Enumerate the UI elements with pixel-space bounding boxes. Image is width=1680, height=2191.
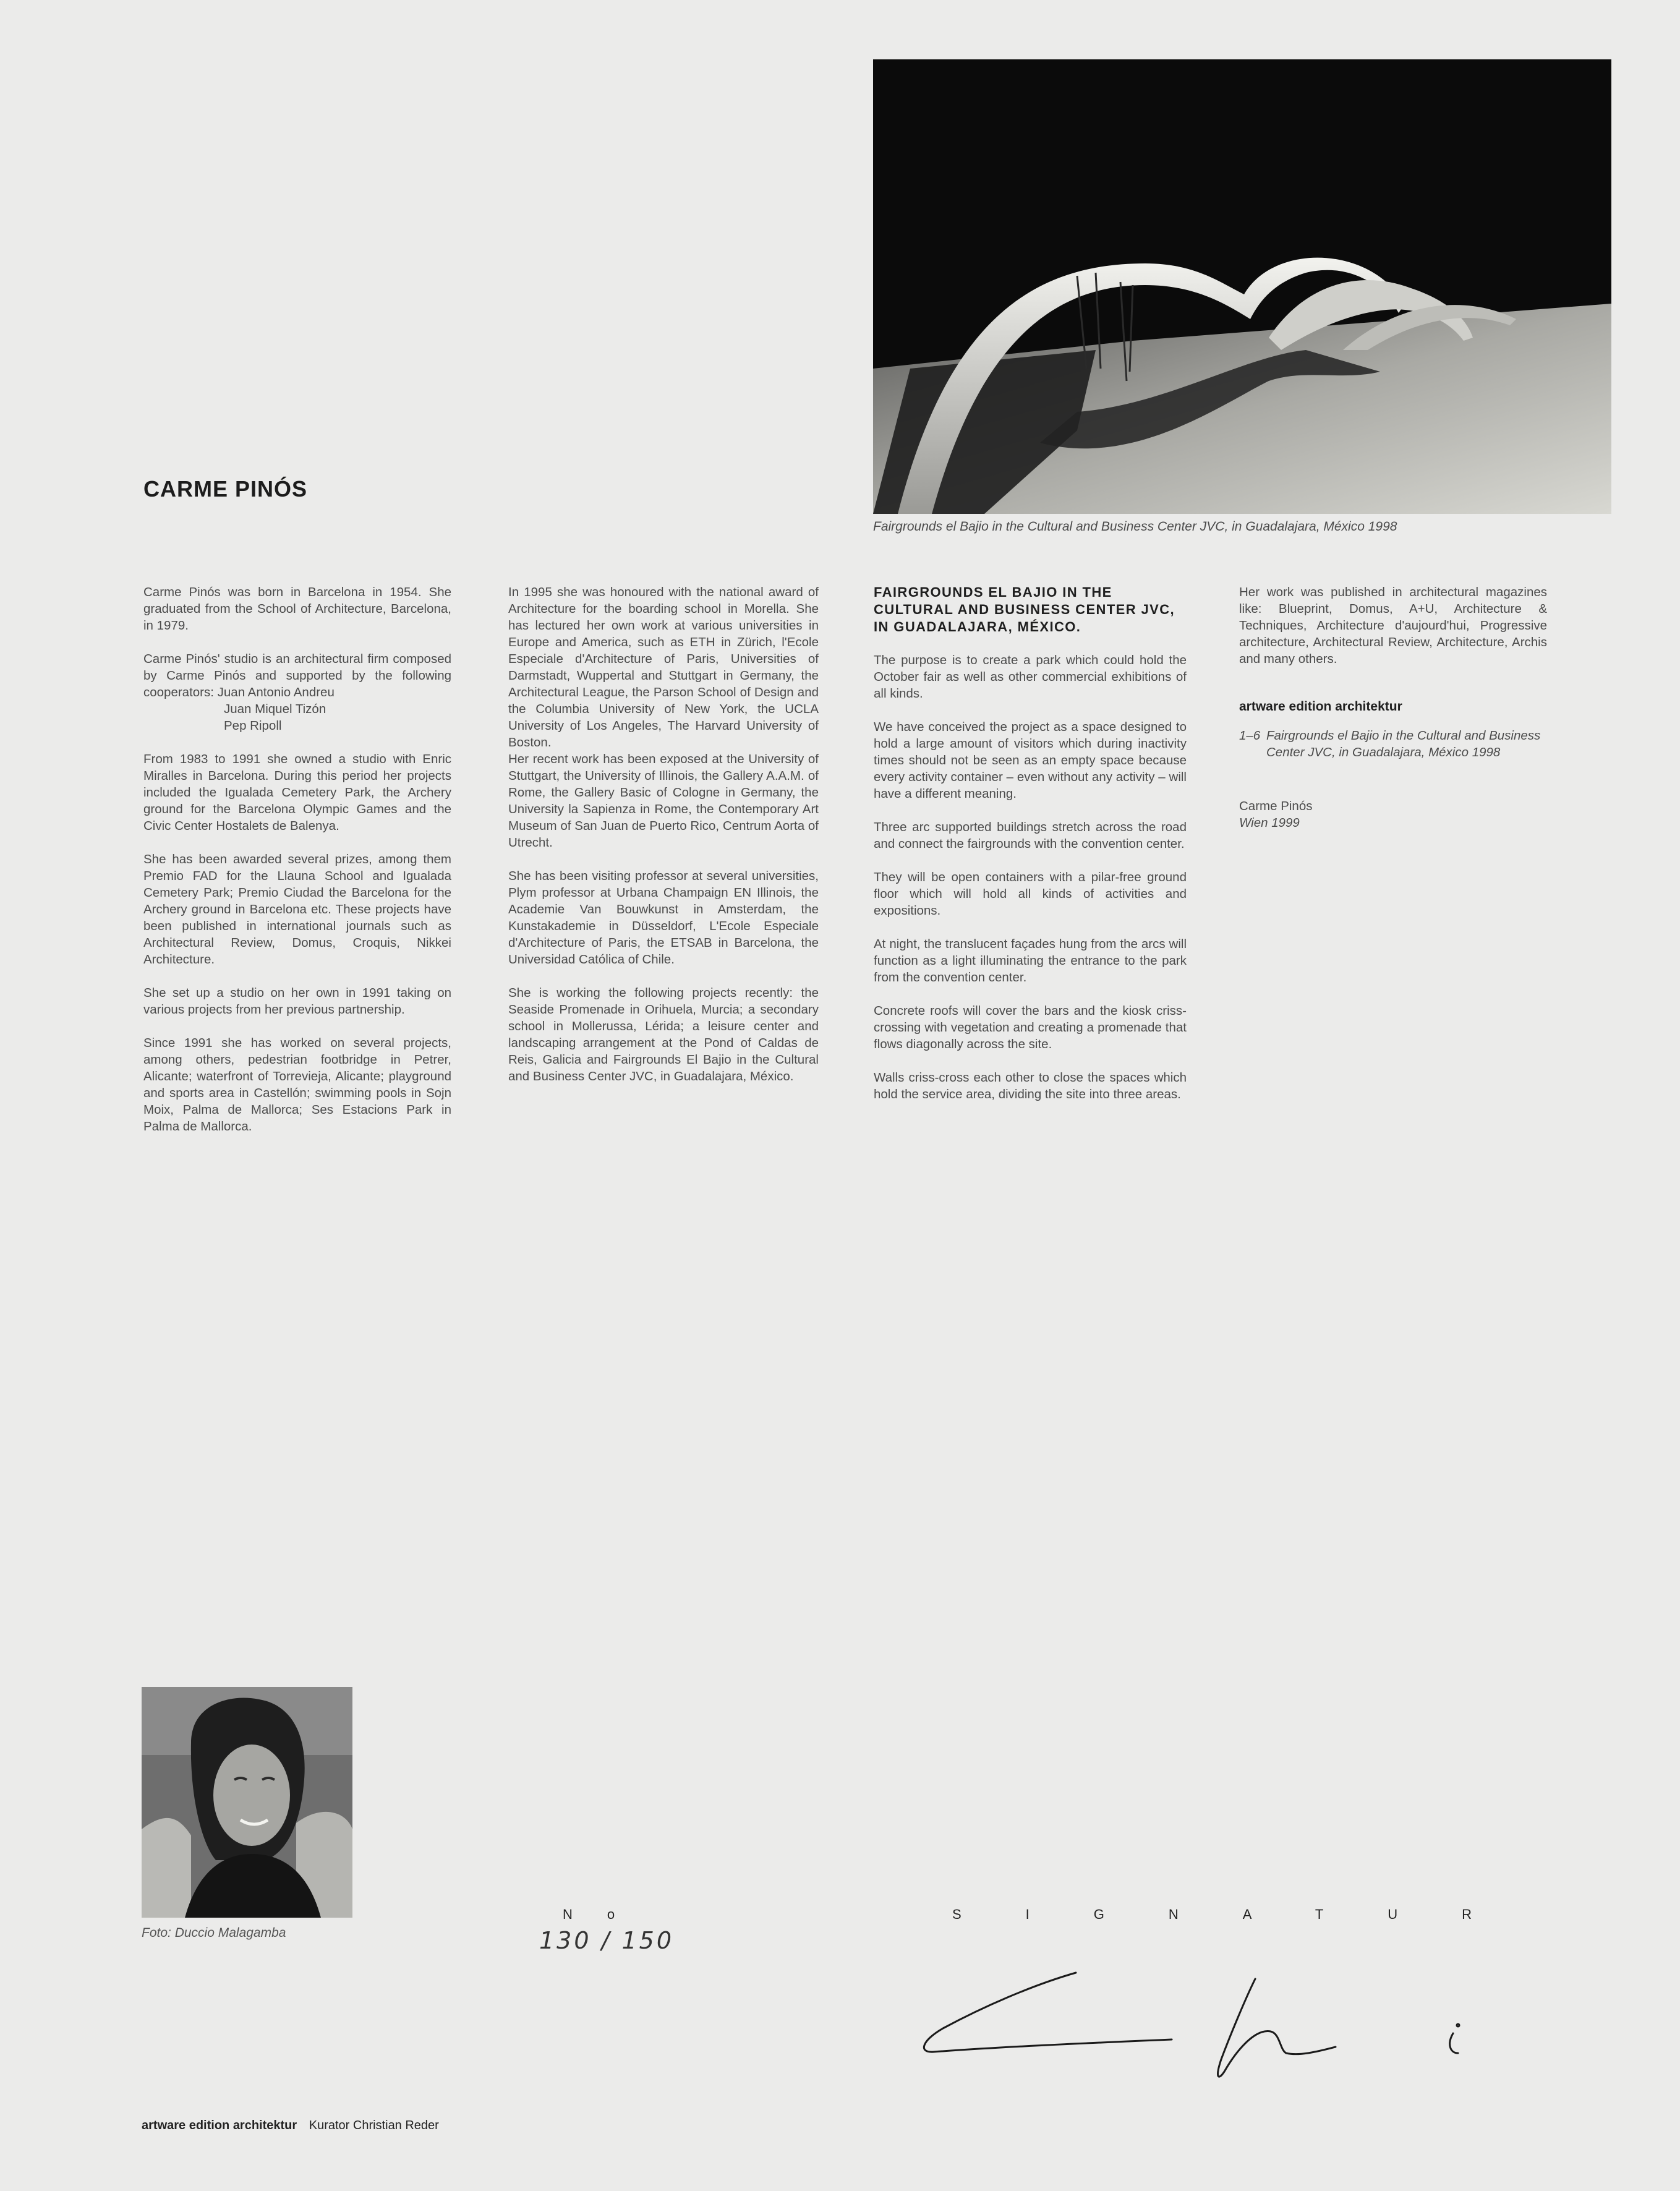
cooperator-name: Juan Miquel Tizón: [224, 702, 326, 716]
author-name: Carme Pinós: [1239, 799, 1313, 813]
sign-off: [1239, 798, 1547, 831]
bio-paragraph: She has been awarded several prizes, among them Premio FAD for the Llauna School and Igualada Cemetery Park; Premio Ciudad the Barcelona for the Archery ground in Barcelona etc. These projects have been published in international journals such as Architectural Review, Domus, Croquis, Nikkei Architecture.: [143, 852, 451, 967]
edition-heading: artware edition architektur: [1239, 699, 1402, 714]
project-paragraph: We have conceived the project as a space designed to hold a large amount of visitors which during inactivity times should not be seen as an empty space because every activity container – even without any activity – will have a different meaning.: [874, 720, 1187, 801]
bio-paragraph: From 1983 to 1991 she owned a studio with Enric Miralles in Barcelona. During this period her projects included the Igualada Cemetery Park, the Archery ground for the Barcelona Olympic Games and the Civic Center Hostalets de Balenya.: [143, 752, 451, 833]
project-paragraph: Walls criss-cross each other to close the spaces which hold the service area, dividing the site into three areas.: [874, 1070, 1187, 1101]
credit-number: 1–6: [1239, 728, 1261, 743]
portrait-caption: Foto: Duccio Malagamba: [142, 1926, 286, 1940]
cooperator-name: Pep Ripoll: [224, 719, 282, 733]
bio-paragraph: Carme Pinós was born in Barcelona in 1954. She graduated from the School of Architecture, Barcelona, in 1979.: [143, 585, 451, 633]
project-heading: FAIRGROUNDS EL BAJIO IN THE CULTURAL AND BUSINESS CENTER JVC, IN GUADALAJARA, MÉXICO.: [874, 584, 1175, 634]
bio-paragraph: She has been visiting professor at several universities, Plym professor at Urbana Champaign EN Illinois, the Academie Van Bouwkunst in Amsterdam, the Kunstakademie in Düsseldorf, L'Ecole Especiale d'Architecture of Paris, the ETSAB in Barcelona, the Universidad Católica of Chile.: [508, 869, 819, 967]
footer-curator: Kurator Christian Reder: [309, 2119, 439, 2132]
image-credit: [1239, 727, 1547, 761]
edition-number: 130 / 150: [539, 1927, 675, 1954]
credit-text: Fairgrounds el Bajio in the Cultural and Business Center JVC, in Guadalajara, México 1998: [1266, 728, 1541, 759]
bio-paragraph: She is working the following projects recently: the Seaside Promenade in Orihuela, Murcia; a secondary school in Mollerussa, Lérida; a leisure center and landscaping arrangement at the Pond of Caldas de Reis, Galicia and Fairgrounds El Bajio in the Cultural and Business Center JVC, in Guadalajara, México.: [508, 986, 819, 1083]
bio-paragraph: Since 1991 she has worked on several projects, among others, pedestrian footbridge in Petrer, Alicante; waterfront of Torrevieja, Alicante; playground and sports area in Castellón; swimming pools in Sojn Moix, Palma de Mallorca; Ses Estacions Park in Palma de Mallorca.: [143, 1036, 451, 1134]
page-title: CARME PINÓS: [143, 476, 308, 502]
biography-column-2: [508, 584, 819, 1101]
bio-paragraph: Her recent work has been exposed at the University of Stuttgart, the University of Illinois, the Gallery A.A.M. of Rome, the Gallery Basic of Cologne in Germany, the University la Sapienza in Rome, the Contemporary Art Museum of San Juan de Puerto Rico, Centrum Aorta of Utrecht.: [508, 752, 819, 850]
biography-column-1: [143, 584, 451, 1151]
place-date: Wien 1999: [1239, 816, 1300, 830]
publications-column: [1239, 584, 1547, 848]
bio-paragraph: She set up a studio on her own in 1991 taking on various projects from her previous partnership.: [143, 986, 451, 1017]
project-paragraph: At night, the translucent façades hung from the arcs will function as a light illuminating the entrance to the park from the convention center.: [874, 937, 1187, 984]
fairgrounds-model-photo: [873, 59, 1611, 514]
footer-brand: artware edition architektur: [142, 2119, 297, 2132]
project-paragraph: The purpose is to create a park which could hold the October fair as well as other commercial exhibitions of all kinds.: [874, 653, 1187, 701]
signature-label: SIGNATUR: [952, 1907, 1537, 1922]
publications-paragraph: Her work was published in architectural magazines like: Blueprint, Domus, A+U, Architecture & Techniques, Architecture d'aujourd'hui, Progressive architecture, Architectural Review, Architecture, Archis and many others.: [1239, 585, 1547, 666]
cooperators-intro: Carme Pinós' studio is an architectural firm composed by Carme Pinós and supported by the following cooperators: Juan Antonio Andreu: [143, 652, 451, 699]
project-paragraph: Concrete roofs will cover the bars and the kiosk criss-crossing with vegetation and creating a promenade that flows diagonally across the site.: [874, 1004, 1187, 1051]
portrait-photo: [142, 1687, 352, 1918]
photo-caption: Fairgrounds el Bajio in the Cultural and Business Center JVC, in Guadalajara, México 1998: [873, 519, 1397, 534]
project-column: [874, 584, 1187, 1119]
number-label: No: [563, 1907, 650, 1922]
image-credit-list: [1239, 727, 1547, 761]
handwritten-signature: [909, 1960, 1478, 2109]
bio-paragraph: In 1995 she was honoured with the national award of Architecture for the boarding school in Morella. She has lectured her own work at various universities in Europe and America, such as ETH in Zürich, l'Ecole Especiale d'Architecture of Paris, Universities of Darmstadt, Wuppertal and Stuttgart in Germany, the Architectural League, the Parson School of Design and the Columbia University of New York, the UCLA University of Los Angeles, The Harvard University of Boston.: [508, 585, 819, 750]
project-paragraph: Three arc supported buildings stretch across the road and connect the fairgrounds with the convention center.: [874, 820, 1187, 851]
cooperators-paragraph: [143, 651, 451, 734]
project-paragraph: They will be open containers with a pilar-free ground floor which will hold all kinds of activities and expositions.: [874, 870, 1187, 918]
footer: [142, 2119, 439, 2133]
